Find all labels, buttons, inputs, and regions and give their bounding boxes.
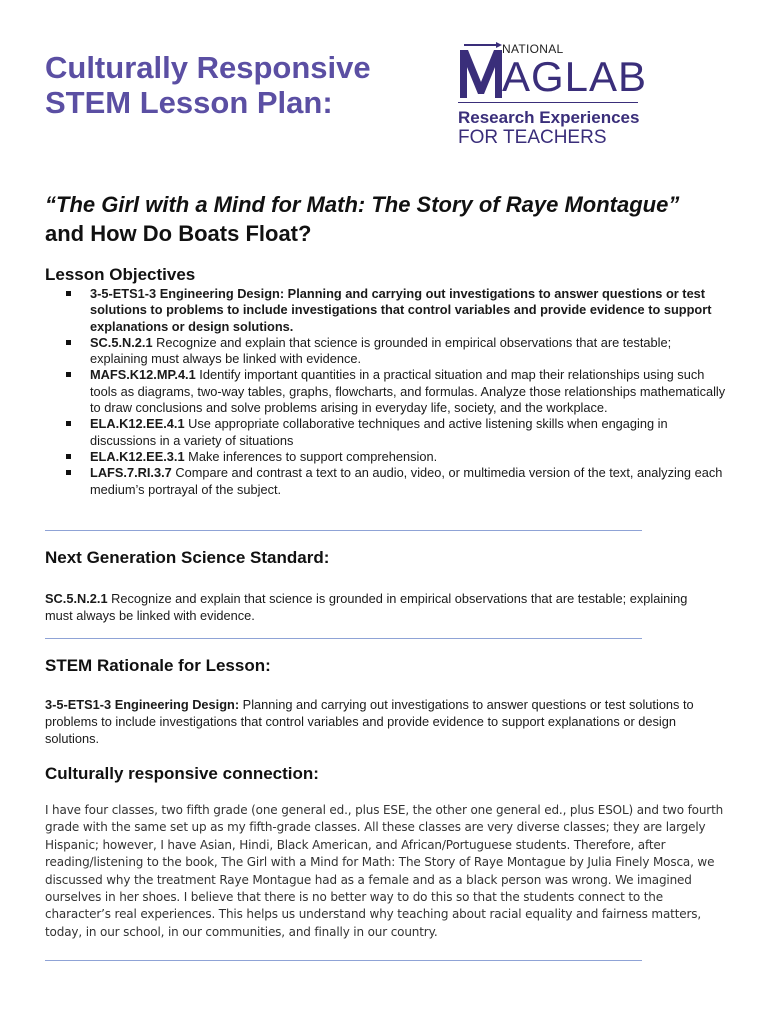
objective-code: MAFS.K12.MP.4.1 bbox=[90, 367, 196, 383]
list-item bbox=[60, 416, 730, 449]
rationale-heading: STEM Rationale for Lesson: bbox=[45, 656, 271, 675]
page-title bbox=[45, 50, 371, 120]
logo-maglab-text: AGLAB bbox=[502, 53, 648, 100]
book-title: “The Girl with a Mind for Math: The Story of Raye Montague” bbox=[45, 192, 680, 217]
logo-research-text: Research Experiences bbox=[458, 108, 640, 127]
objective-text: Use appropriate collaborative techniques and active listening skills when engaging in discussions in a variety of situations bbox=[90, 416, 668, 448]
objectives-heading: Lesson Objectives bbox=[45, 265, 196, 284]
objective-text: Recognize and explain that science is grounded in empirical observations that are testable; explaining must always be linked with evidence. bbox=[90, 334, 672, 367]
objective-text: Identify important quantities in a practical situation and map their relationships using such tools as diagrams, two-way tables, graphs, flowcharts, and formulas. Analyze those relationships mathematically to draw conclusions and solve problems arising in everyday life, society, and the workplace. bbox=[90, 367, 726, 416]
subtitle-rest: and How Do Boats Float? bbox=[45, 221, 312, 246]
objective-code: SC.5.N.2.1 bbox=[90, 334, 153, 350]
list-item bbox=[60, 286, 730, 335]
logo-national-text: NATIONAL bbox=[502, 42, 564, 56]
objective-code: 3-5-ETS1-3 Engineering Design: Planning and carrying out investigations to answer questions or test solutions to problems to include investigations that control variables and provide evidence to support explanations or design solutions. bbox=[90, 286, 712, 334]
objective-text: Make inferences to support comprehension. bbox=[184, 448, 438, 464]
ngss-code: SC.5.N.2.1 bbox=[45, 591, 108, 606]
rationale-code: 3-5-ETS1-3 Engineering Design: bbox=[45, 697, 240, 712]
section-divider bbox=[45, 530, 642, 531]
maglab-m-icon bbox=[458, 42, 504, 100]
culture-paragraph: I have four classes, two fifth grade (one general ed., plus ESE, the other one general ed., plus ESOL) and two fourth grade with the same set up as my fifth-grade classes. All these classes are very diverse classes; they are largely Hispanic; however, I have Asian, Hindi, Black American, and African/Portuguese students. Therefore, after reading/listening to the book, The Girl with a Mind for Math: The Story of Raye Montague by Julia Finely Mosca, we discussed why the treatment Raye Montague had as a female and as a black person was wrong. We imagined ourselves in her shoes. I believe that there is no better way to do this so that the students connect to the character’s real experiences. This helps us understand why teaching about racial equality and fairness matters, today, in our school, in our communities, and finally in our country. bbox=[45, 803, 724, 939]
section-divider bbox=[45, 960, 642, 961]
section-divider bbox=[45, 638, 642, 639]
list-item bbox=[60, 449, 730, 465]
rationale-paragraph bbox=[45, 696, 695, 747]
title-line-1: Culturally Responsive bbox=[45, 50, 371, 85]
list-item bbox=[60, 465, 730, 498]
list-item bbox=[60, 367, 730, 416]
ngss-paragraph bbox=[45, 590, 695, 624]
objective-code: LAFS.7.RI.3.7 bbox=[90, 465, 172, 481]
objectives-list bbox=[60, 286, 730, 498]
ngss-heading: Next Generation Science Standard: bbox=[45, 548, 330, 567]
title-line-2: STEM Lesson Plan bbox=[45, 85, 323, 120]
lesson-subtitle bbox=[45, 190, 685, 248]
title-colon: : bbox=[322, 85, 333, 120]
logo-for-teachers-text: FOR TEACHERS bbox=[458, 127, 607, 148]
rationale-text: Planning and carrying out investigations to answer questions or test solutions to problems to include investigations that control variables and provide evidence to support explanations or design solutions. bbox=[45, 697, 694, 746]
objective-code: ELA.K12.EE.3.1 bbox=[90, 448, 185, 464]
objective-text: Compare and contrast a text to an audio, video, or multimedia version of the text, analyzing each medium’s portrayal of the subject. bbox=[90, 465, 723, 497]
ngss-text: Recognize and explain that science is grounded in empirical observations that are testable; explaining must always be linked with evidence. bbox=[45, 591, 688, 623]
culture-heading: Culturally responsive connection: bbox=[45, 764, 319, 783]
objective-code: ELA.K12.EE.4.1 bbox=[90, 416, 185, 432]
logo-divider bbox=[458, 102, 638, 103]
list-item bbox=[60, 335, 730, 368]
maglab-logo bbox=[458, 40, 658, 155]
